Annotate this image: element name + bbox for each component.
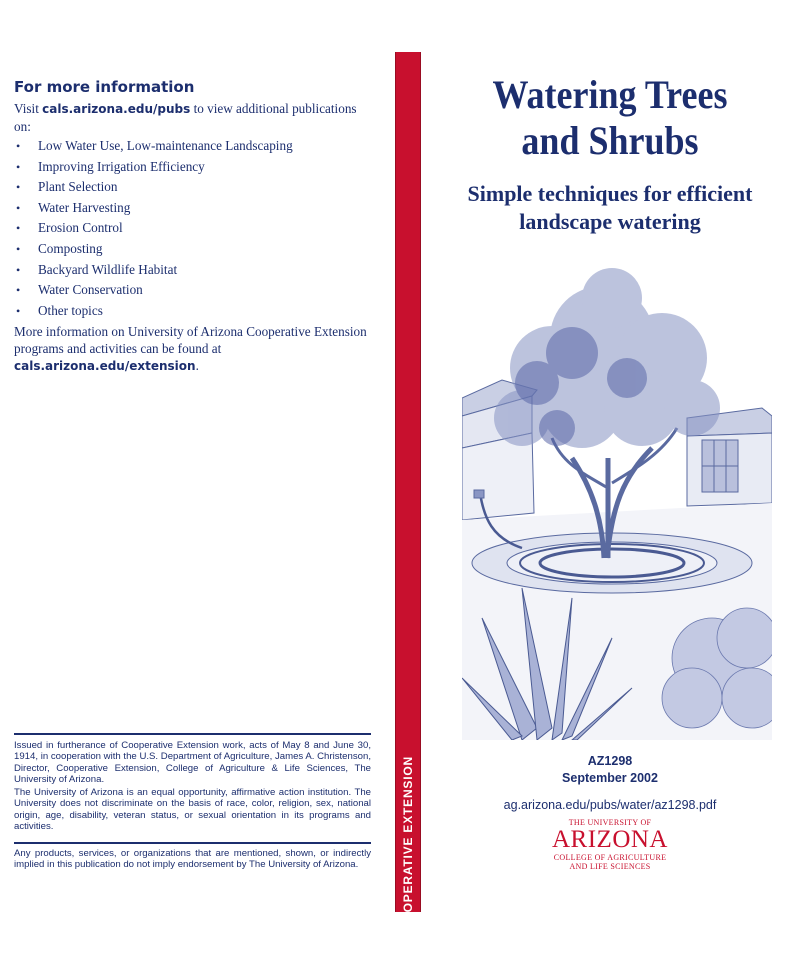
spine-label: COOPERATIVE EXTENSION [401,756,415,932]
topic-label: Plant Selection [38,179,118,195]
topic-item [14,198,293,219]
logo-line-4: AND LIFE SCIENCES [569,862,651,871]
bullet-icon: • [16,200,21,215]
topic-label: Low Water Use, Low-maintenance Landscaping [38,138,293,153]
title-line-1: Watering Trees [492,72,728,117]
topic-item [14,260,293,281]
tree-watering-illustration [462,258,772,740]
topic-label: Composting [38,240,103,256]
topic-item [14,157,293,178]
topic-label: Other topics [38,302,103,318]
logo-line-1: THE UNIVERSITY OF [568,818,652,827]
university-of-arizona-logo [540,818,680,882]
topic-label: Erosion Control [38,220,123,236]
divider-top [14,733,371,735]
equal-opportunity-statement: The University of Arizona is an equal opportunity, affirmative action institution. The University does not discriminate on the basis of race, color, religion, sex, national origin, age, disability, veteran status, or sexual orientation in its programs and activities. [14,787,371,833]
more-info-intro [14,100,370,135]
more-info-outro [14,323,370,375]
topics-list [14,136,293,321]
issuance-statement: Issued in furtherance of Cooperative Extension work, acts of May 8 and June 30, 1914, in cooperation with the U.S. Department of Agriculture, James A. Christenson, Director, Cooperative Extension, College of Agriculture & Life Sciences, The University of Arizona. [14,740,371,786]
publication-url[interactable]: ag.arizona.edu/pubs/water/az1298.pdf [503,798,717,812]
bullet-icon: • [16,303,21,318]
cover-subtitle [440,180,780,236]
topic-item [14,136,293,157]
bullet-icon: • [16,241,21,256]
topic-label: Water Harvesting [38,199,131,215]
publication-number: AZ1298 [587,754,633,768]
subtitle-line-1: Simple techniques for efficient [467,181,753,206]
topic-item [14,280,293,301]
title-line-2: and Shrubs [521,118,699,163]
bullet-icon: • [16,180,21,195]
subtitle-line-2: landscape watering [519,209,701,234]
outro-text: More information on University of Arizona Cooperative Extension programs and activities can be found at [14,324,367,356]
extension-link[interactable]: cals.arizona.edu/extension [14,359,196,373]
topic-label: Backyard Wildlife Habitat [38,261,178,277]
topic-item [14,218,293,239]
more-info-heading: For more information [14,78,195,96]
outro-end: . [195,358,199,373]
cooperative-extension-spine [395,52,421,932]
topic-label: Water Conservation [38,282,143,298]
bullet-icon: • [16,139,21,153]
publication-date: September 2002 [562,771,658,785]
endorsement-disclaimer: Any products, services, or organizations that are mentioned, shown, or indirectly implied in this publication do not imply endorsement by The University of Arizona. [14,848,371,871]
topic-item [14,301,293,322]
bullet-icon: • [16,159,21,174]
topic-label: Improving Irrigation Efficiency [38,158,205,174]
divider-bottom [14,842,371,844]
intro-prefix: Visit [14,101,43,116]
logo-line-2: ARIZONA [552,826,668,853]
logo-line-3: COLLEGE OF AGRICULTURE [553,853,667,862]
bullet-icon: • [16,262,21,277]
pubs-link[interactable]: cals.arizona.edu/pubs [42,102,191,116]
cover-title [457,72,763,164]
intro-suffix: to view additional publications on: [14,101,357,134]
bullet-icon: • [16,283,21,298]
bullet-icon: • [16,221,21,236]
topic-item [14,239,293,260]
topic-item [14,177,293,198]
